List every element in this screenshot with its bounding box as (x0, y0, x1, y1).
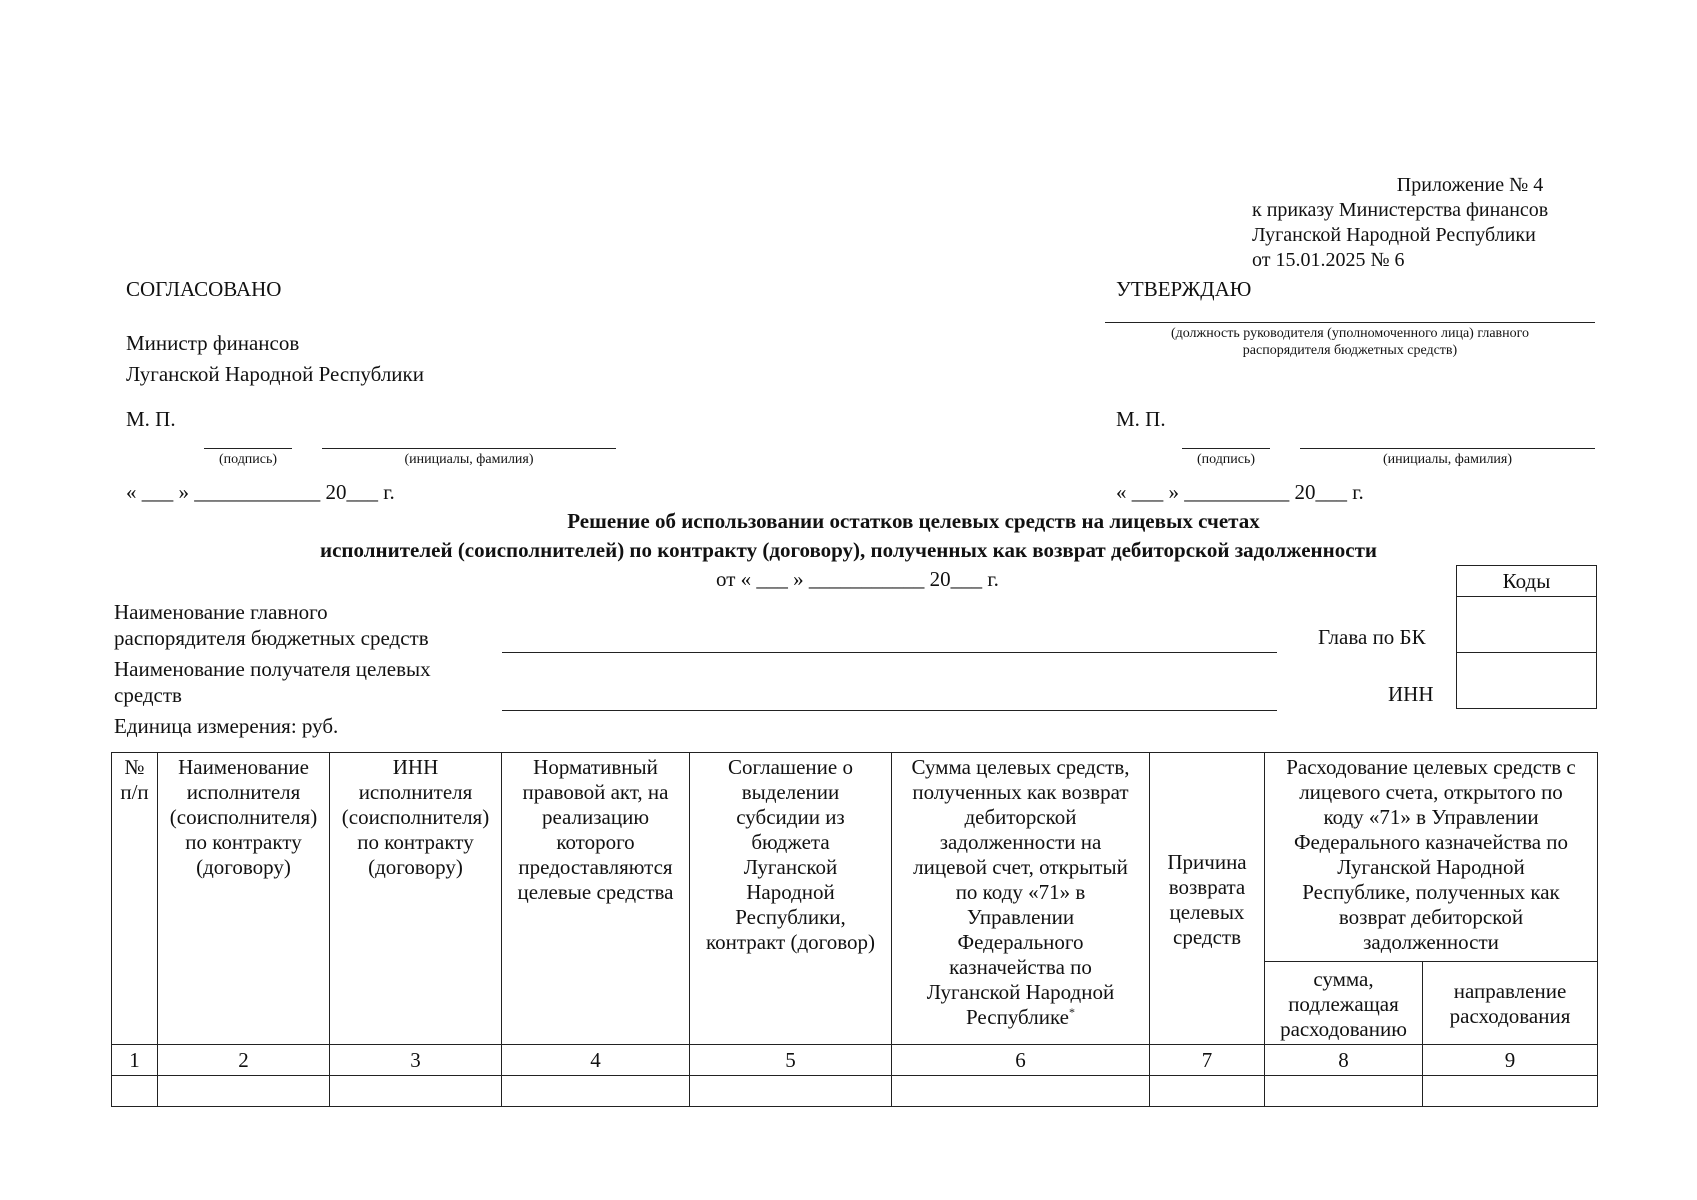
table-cell[interactable] (892, 1076, 1150, 1107)
document-title-line1: Решение об использовании остатков целевых средств на лицевых счетах (567, 509, 1260, 533)
header-col-3: ИНН исполнителя (соисполнителя) по контракту (договору) (330, 753, 502, 1045)
left-signature-caption: (подпись) (218, 452, 278, 467)
right-signature-line (1182, 448, 1270, 449)
column-number: 7 (1150, 1045, 1265, 1076)
position-caption: (должность руководителя (уполномоченного лица) главного распорядителя бюджетных средств) (1170, 326, 1530, 358)
right-date: « ___ » __________ 20___ г. (1116, 480, 1364, 504)
table-cell[interactable] (690, 1076, 892, 1107)
inn-label: ИНН (1388, 682, 1434, 706)
recipient-label: Наименование получателя целевых средств (114, 657, 431, 707)
appendix-republic: Луганской Народной Республики (1252, 224, 1536, 246)
table-cell[interactable] (1265, 1076, 1423, 1107)
header-col-1: № п/п (112, 753, 158, 1045)
agreed-label: СОГЛАСОВАНО (126, 277, 282, 301)
table-cell[interactable] (330, 1076, 502, 1107)
left-name-line (322, 448, 616, 449)
inn-code-cell[interactable] (1457, 653, 1597, 709)
right-name-caption: (инициалы, фамилия) (1382, 452, 1513, 467)
header-col-8-9: Расходование целевых средств с лицевого счета, открытого по коду «71» в Управлении Федерального казначейства по Луганской Народной Республике, полученных как возврат дебиторской задолженности (1265, 753, 1598, 962)
table-cell[interactable] (158, 1076, 330, 1107)
table-cell[interactable] (1423, 1076, 1598, 1107)
main-distributor-line[interactable] (502, 652, 1277, 653)
document-title-line2: исполнителей (соисполнителей) по контракту (договору), полученных как возврат дебиторской задолженности (320, 538, 1377, 562)
recipient-line[interactable] (502, 710, 1277, 711)
column-number: 2 (158, 1045, 330, 1076)
right-name-line (1300, 448, 1595, 449)
header-col-2: Наименование исполнителя (соисполнителя) по контракту (договору) (158, 753, 330, 1045)
left-signature-line (204, 448, 292, 449)
column-numbers-row (112, 1045, 1598, 1076)
appendix-number: Приложение № 4 (1396, 174, 1544, 196)
column-number: 3 (330, 1045, 502, 1076)
position-line (1105, 322, 1595, 323)
column-number: 5 (690, 1045, 892, 1076)
chapter-bk-code-cell[interactable] (1457, 597, 1597, 653)
header-col-6: Сумма целевых средств, полученных как возврат дебиторской задолженности на лицевой счет, открытый по коду «71» в Управлении Федерального казначейства по Луганской Народной Республике* (892, 753, 1150, 1045)
minister-title-1: Министр финансов (126, 331, 300, 355)
footnote-mark: * (1068, 1005, 1075, 1019)
table-cell[interactable] (112, 1076, 158, 1107)
codes-header: Коды (1457, 566, 1597, 597)
appendix-date: от 15.01.2025 № 6 (1252, 249, 1405, 271)
main-table (111, 752, 1598, 1107)
document-date: от « ___ » ___________ 20___ г. (716, 567, 999, 591)
table-cell[interactable] (1150, 1076, 1265, 1107)
left-name-caption: (инициалы, фамилия) (404, 452, 534, 467)
appendix-order: к приказу Министерства финансов (1252, 199, 1549, 221)
column-number: 9 (1423, 1045, 1598, 1076)
left-stamp-label: М. П. (126, 407, 176, 431)
right-signature-caption: (подпись) (1196, 452, 1256, 467)
unit-label: Единица измерения: руб. (114, 714, 339, 738)
column-number: 1 (112, 1045, 158, 1076)
column-number: 8 (1265, 1045, 1423, 1076)
header-col-4: Нормативный правовой акт, на реализацию которого предоставляются целевые средства (502, 753, 690, 1045)
header-col-9: направление расходования (1423, 962, 1598, 1045)
column-number: 6 (892, 1045, 1150, 1076)
codes-box (1456, 565, 1597, 709)
table-row (112, 1076, 1598, 1107)
column-number: 4 (502, 1045, 690, 1076)
table-cell[interactable] (502, 1076, 690, 1107)
right-stamp-label: М. П. (1116, 407, 1166, 431)
header-col-5: Соглашение о выделении субсидии из бюджета Луганской Народной Республики, контракт (договор) (690, 753, 892, 1045)
main-distributor-label: Наименование главного распорядителя бюджетных средств (114, 600, 429, 650)
header-col-7: Причина возврата целевых средств (1150, 753, 1265, 1045)
chapter-bk-label: Глава по БК (1318, 625, 1426, 649)
appendix-block (1252, 173, 1548, 273)
left-date: « ___ » ____________ 20___ г. (126, 480, 395, 504)
header-col-8: сумма, подлежащая расходованию (1265, 962, 1423, 1045)
minister-title-2: Луганской Народной Республики (126, 362, 424, 386)
approve-label: УТВЕРЖДАЮ (1116, 277, 1252, 301)
